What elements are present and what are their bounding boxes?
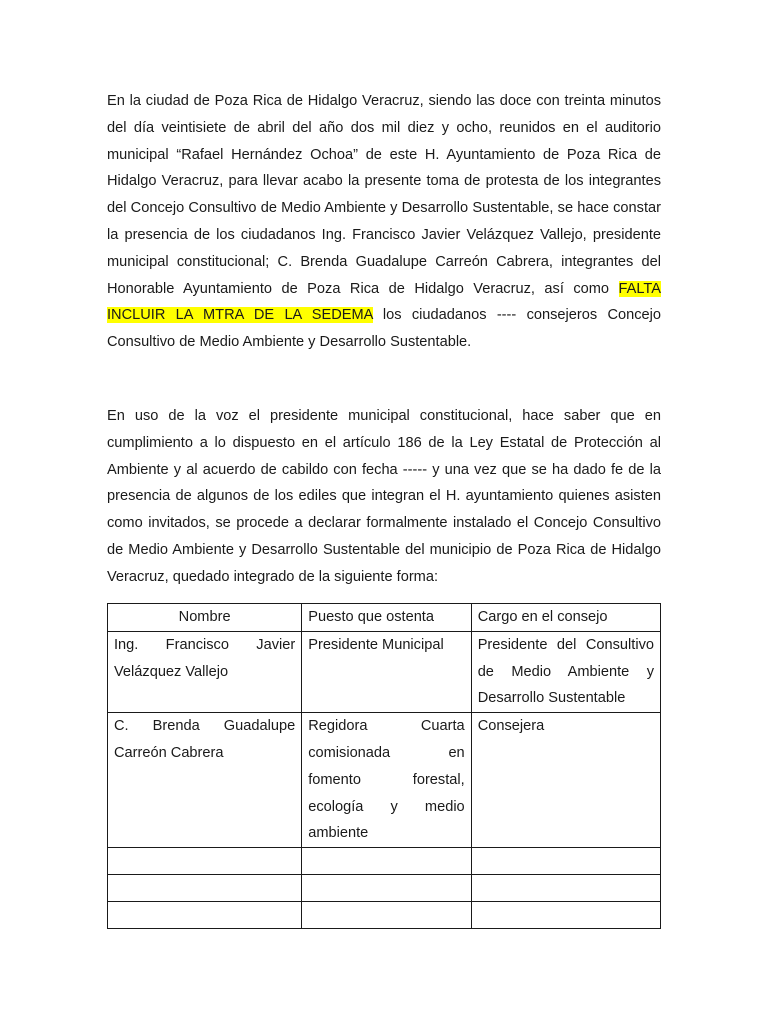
empty-cell — [471, 902, 660, 929]
document-page — [107, 88, 661, 591]
empty-table-row — [108, 848, 661, 875]
empty-cell — [471, 875, 660, 902]
cell-nombre: Ing. Francisco Javier Velázquez Vallejo — [108, 631, 302, 712]
empty-table-row — [108, 875, 661, 902]
empty-cell — [302, 848, 471, 875]
paragraph-1-text-end: los ciudadanos ---- consejeros Concejo Consultivo de Medio Ambiente y Desarrollo Sustentable. — [107, 307, 661, 351]
paragraph-1-text: En la ciudad de Poza Rica de Hidalgo Veracruz, siendo las doce con treinta minutos del día veintisiete de abril del año dos mil diez y ocho, reunidos en el auditorio municipal “Rafael Hernández Ochoa” de este H. Ayuntamiento de Poza Rica de Hidalgo Veracruz, para llevar acabo la presente toma de protesta de los integrantes del Concejo Consultivo de Medio Ambiente y Desarrollo Sustentable, se hace constar la presencia de los ciudadanos Ing. Francisco Javier Velázquez Vallejo, presidente municipal constitucional; C. Brenda Guadalupe Carreón Cabrera, integrantes del Honorable Ayuntamiento de Poza Rica de Hidalgo Veracruz, así como — [107, 93, 661, 297]
paragraph-1 — [107, 88, 661, 356]
cell-puesto: Regidora Cuarta comisionada en fomento forestal, ecología y medio ambiente — [302, 713, 471, 848]
cell-cargo: Consejera — [471, 713, 660, 848]
header-puesto: Puesto que ostenta — [302, 604, 471, 632]
cell-puesto: Presidente Municipal — [302, 631, 471, 712]
highlighted-note: FALTA INCLUIR LA MTRA DE LA SEDEMA — [107, 280, 661, 324]
empty-cell — [302, 875, 471, 902]
header-cargo: Cargo en el consejo — [471, 604, 660, 632]
paragraph-2: En uso de la voz el presidente municipal constitucional, hace saber que en cumplimiento a lo dispuesto en el artículo 186 de la Ley Estatal de Protección al Ambiente y al acuerdo de cabildo con fecha ----- y una vez que se ha dado fe de la presencia de algunos de los ediles que integran el H. ayuntamiento quienes asisten como invitados, se procede a declarar formalmente instalado el Concejo Consultivo de Medio Ambiente y Desarrollo Sustentable del municipio de Poza Rica de Hidalgo Veracruz, quedado integrado de la siguiente forma: — [107, 407, 661, 585]
empty-cell — [108, 875, 302, 902]
empty-cell — [302, 902, 471, 929]
empty-cell — [108, 902, 302, 929]
table-row — [108, 713, 661, 848]
empty-table-row — [108, 902, 661, 929]
header-nombre: Nombre — [108, 604, 302, 632]
table-row — [108, 631, 661, 712]
cell-nombre: C. Brenda Guadalupe Carreón Cabrera — [108, 713, 302, 848]
cell-cargo: Presidente del Consultivo de Medio Ambiente y Desarrollo Sustentable — [471, 631, 660, 712]
table-header-row — [108, 604, 661, 632]
empty-cell — [471, 848, 660, 875]
empty-cell — [108, 848, 302, 875]
council-members-table — [107, 603, 661, 929]
